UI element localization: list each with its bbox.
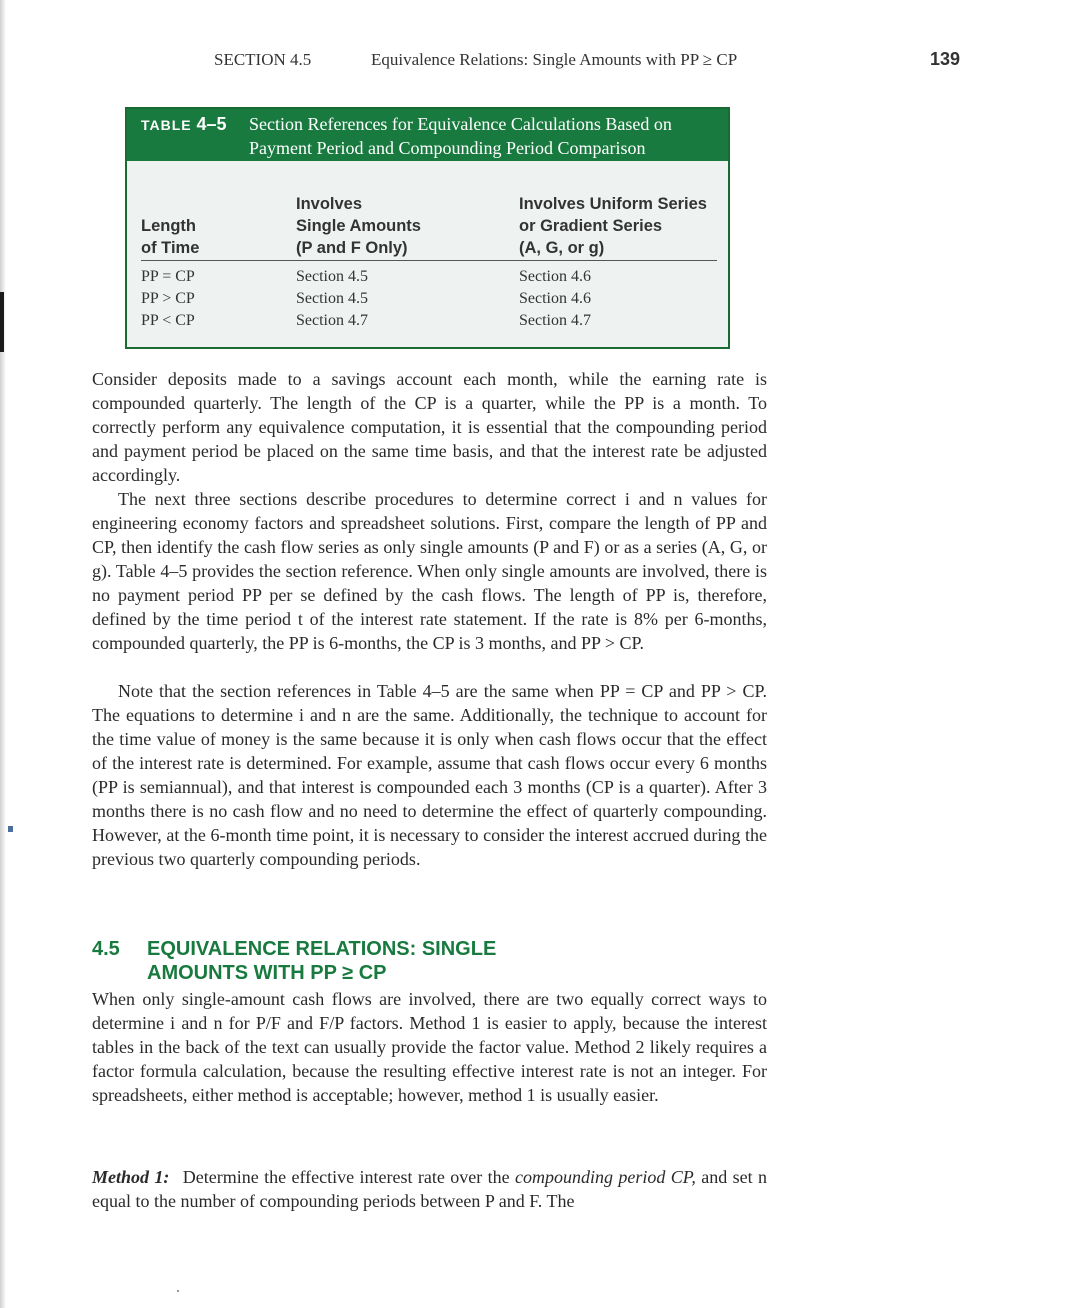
column-header-length <box>141 215 199 259</box>
column-header-line: Length <box>141 217 196 235</box>
running-head <box>214 50 738 70</box>
paragraph-method-1 <box>92 1165 767 1213</box>
paragraph-savings-example: Consider deposits made to a savings account each month, while the earning rate is compounded quarterly. The length of the CP is a quarter, while the PP is a month. To correctly perform any equivalence computation, it is essential that the compounding period and payment period be placed on the same time basis, and that the interest rate be adjusted accordingly. <box>92 369 767 485</box>
page-number: 139 <box>929 49 960 69</box>
column-header-line: or Gradient Series <box>519 217 663 235</box>
margin-tick-mark <box>8 826 13 832</box>
method-1-text-b: and set n equal to the number of compounding periods between P and F. The <box>92 1167 768 1211</box>
table-cell: Section 4.7 <box>519 312 591 329</box>
section-heading <box>92 937 496 985</box>
section-title-line2: AMOUNTS WITH PP ≥ CP <box>147 962 387 984</box>
column-header-line: (P and F Only) <box>296 239 408 257</box>
paragraph-procedures: The next three sections describe procedures to determine correct i and n values for engineering economy factors and spreadsheet solutions. First, compare the length of PP and CP, then identify the cash flow series as only single amounts (P and F) or as a series (A, G, or g). Table 4–5 provides the section reference. When only single amounts are involved, there is no payment period PP per se defined by the cash flows. The length of PP is, therefore, defined by the time period t of the interest rate statement. If the rate is 8% per 6-months, compounded quarterly, the PP is 6-months, the CP is 3 months, and PP > CP. <box>92 489 767 653</box>
column-header-line: Single Amounts <box>296 217 421 235</box>
method-1-emphasis: compounding period CP, <box>514 1167 696 1187</box>
table-cell: PP = CP <box>141 268 195 285</box>
reference-table <box>125 107 730 349</box>
method-1-text-a: Determine the effective interest rate over the <box>182 1167 510 1187</box>
table-label-word: TABLE <box>141 117 192 133</box>
column-header-single-amounts <box>296 193 421 259</box>
table-cell: PP < CP <box>141 312 195 329</box>
table-title: Section References for Equivalence Calculations Based on Payment Period and Compounding Period Comparison <box>249 114 672 158</box>
table-number: 4–5 <box>196 114 227 134</box>
table-header-rule <box>141 260 717 261</box>
section-title-line1: EQUIVALENCE RELATIONS: SINGLE <box>147 938 497 960</box>
table-cell: Section 4.5 <box>296 268 368 285</box>
running-head-section: SECTION 4.5 <box>214 50 312 69</box>
table-cell: Section 4.6 <box>519 268 591 285</box>
table-cell: PP > CP <box>141 290 195 307</box>
column-header-line: (A, G, or g) <box>519 239 605 257</box>
column-header-line: of Time <box>141 239 200 257</box>
table-cell: Section 4.5 <box>296 290 368 307</box>
method-1-label: Method 1: <box>92 1167 170 1187</box>
table-cell: Section 4.7 <box>296 312 368 329</box>
table-header-bar <box>127 109 728 161</box>
column-header-line: Involves <box>296 195 363 213</box>
column-header-line: Involves Uniform Series <box>519 195 707 213</box>
table-label <box>141 114 227 135</box>
scan-margin-mark <box>0 292 4 352</box>
paragraph-section-note: Note that the section references in Table 4–5 are the same when PP = CP and PP > CP. The equations to determine i and n are the same. Additionally, the technique to account for the time value of money is the same because it is only when cash flows occur that the effect of the interest rate is determined. For example, assume that cash flows occur every 6 months (PP is semiannual), and that interest is compounded each 3 months (CP is a quarter). After 3 months there is no cash flow and no need to determine the effect of quarterly compounding. However, at the 6-month time point, it is necessary to consider the interest accrued during the previous two quarterly compounding periods. <box>92 681 767 869</box>
section-number: 4.5 <box>92 938 120 960</box>
scan-speck <box>177 1290 179 1292</box>
table-cell: Section 4.6 <box>519 290 591 307</box>
running-head-title: Equivalence Relations: Single Amounts with PP ≥ CP <box>371 50 738 69</box>
column-header-series <box>519 193 707 259</box>
paragraph-single-amount-methods: When only single-amount cash flows are involved, there are two equally correct ways to determine i and n for P/F and F/P factors. Method 1 is easier to apply, because the interest tables in the back of the text can usually provide the factor value. Method 2 likely requires a factor formula calculation, because the resulting effective interest rate is not an integer. For spreadsheets, either method is acceptable; however, method 1 is usually easier. <box>92 989 767 1105</box>
scan-edge-shadow <box>0 0 6 1308</box>
